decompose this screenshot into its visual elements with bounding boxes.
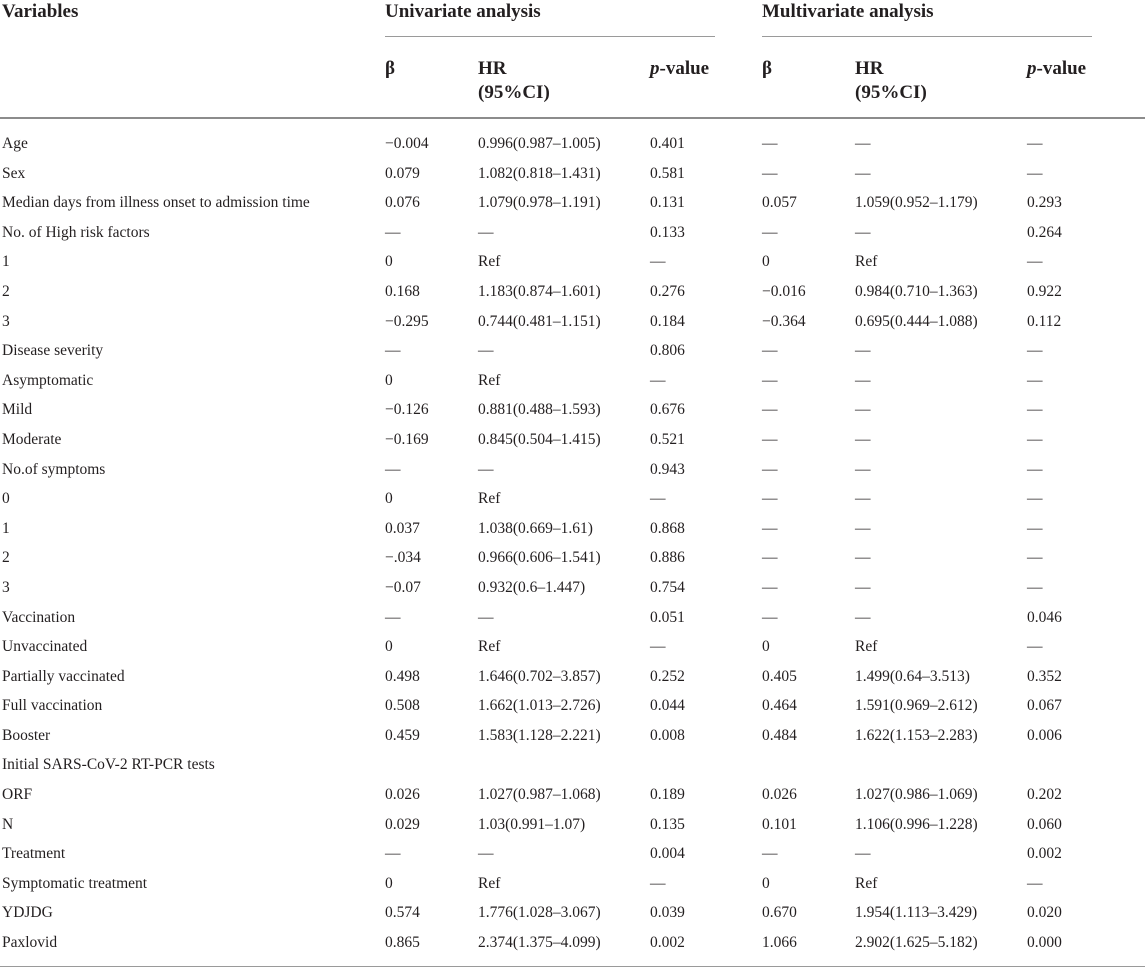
table-row (0, 457, 1145, 487)
table-cell: −0.004 (385, 135, 429, 152)
table-row (0, 516, 1145, 546)
table-cell: — (762, 578, 778, 596)
table-cell: — (385, 608, 401, 626)
table-cell: — (762, 401, 778, 419)
table-cell: — (385, 342, 401, 360)
table-cell: Ref (855, 253, 878, 271)
table-cell: — (762, 519, 778, 537)
table-cell: — (762, 135, 778, 152)
table-cell: 0.002 (650, 934, 685, 952)
table-cell: Initial SARS-CoV-2 RT-PCR tests (2, 756, 215, 774)
header-variables: Variables (2, 1, 79, 22)
table-cell: 0.754 (650, 578, 685, 596)
table-cell: — (1027, 401, 1043, 419)
table-cell: 1.027(0.986–1.069) (855, 786, 978, 804)
table-cell: −0.295 (385, 312, 429, 330)
header-beta-univariate: β (385, 58, 396, 79)
table-cell: 0 (385, 874, 393, 892)
table-cell: 0.574 (385, 904, 420, 922)
table-cell: Asymptomatic (2, 371, 94, 389)
table-cell: −0.169 (385, 430, 429, 448)
table-cell: 0.932(0.6–1.447) (478, 578, 586, 596)
table-cell: Ref (478, 253, 501, 271)
table-row (0, 930, 1145, 960)
table-cell: 0.845(0.504–1.415) (478, 430, 601, 448)
table-row (0, 841, 1145, 871)
table-row (0, 723, 1145, 753)
table-cell: 0.044 (650, 697, 685, 715)
table-cell: 0.695(0.444–1.088) (855, 312, 978, 330)
table-cell: 0.189 (650, 786, 685, 804)
table-cell: — (1027, 638, 1043, 656)
table-cell: 1.583(1.128–2.221) (478, 726, 601, 744)
table-cell: — (855, 490, 871, 508)
table-row (0, 131, 1145, 161)
table-row (0, 368, 1145, 398)
table-cell: Unvaccinated (2, 638, 88, 656)
table-cell: 0.744(0.481–1.151) (478, 312, 601, 330)
table-cell: 0.881(0.488–1.593) (478, 401, 601, 419)
table-row (0, 161, 1145, 191)
table-cell: — (855, 371, 871, 389)
header-hr-multivariate: HR (95%CI) (855, 58, 927, 103)
table-cell: Partially vaccinated (2, 667, 125, 685)
table-cell: — (855, 223, 871, 241)
table-cell: 0.002 (1027, 845, 1062, 863)
table-cell: Paxlovid (2, 934, 58, 952)
table-cell: No.of symptoms (2, 460, 106, 478)
table-cell: — (1027, 874, 1043, 892)
table-cell: 0.079 (385, 164, 420, 182)
table-cell: 0.484 (762, 726, 797, 744)
table-cell: 0.131 (650, 194, 685, 212)
table-cell: 0.133 (650, 223, 685, 241)
table-row (0, 486, 1145, 516)
table-cell: — (855, 578, 871, 596)
table-cell: 0.996(0.987–1.005) (478, 135, 601, 152)
table-cell: 1.646(0.702–3.857) (478, 667, 601, 685)
table-cell: 1.954(1.113–3.429) (855, 904, 978, 922)
multivariate-rule (762, 36, 1092, 37)
table-cell: — (650, 253, 666, 271)
table-row (0, 782, 1145, 812)
table-cell: — (762, 371, 778, 389)
table-cell: Symptomatic treatment (2, 874, 148, 892)
table-cell: — (385, 460, 401, 478)
table-cell: 0.521 (650, 430, 685, 448)
table-cell: 0 (385, 638, 393, 656)
table-cell: 0.020 (1027, 904, 1062, 922)
table-cell: — (855, 342, 871, 360)
table-cell: 1.776(1.028–3.067) (478, 904, 601, 922)
table-cell: 0.276 (650, 282, 685, 300)
table-cell: 1.499(0.64–3.513) (855, 667, 970, 685)
table-row (0, 249, 1145, 279)
table-cell: 0.922 (1027, 282, 1062, 300)
table-cell: −.034 (385, 549, 421, 567)
table-row (0, 575, 1145, 605)
table-cell: — (1027, 460, 1043, 478)
table-cell: 0.966(0.606–1.541) (478, 549, 601, 567)
table-cell: 0 (385, 490, 393, 508)
table-cell: — (1027, 490, 1043, 508)
table-cell: Median days from illness onset to admission time (2, 194, 310, 212)
table-cell: — (855, 401, 871, 419)
table-cell: 0.067 (1027, 697, 1062, 715)
table-cell: 1.106(0.996–1.228) (855, 815, 978, 833)
table-cell: ORF (2, 786, 33, 804)
table-cell: −0.07 (385, 578, 421, 596)
table-cell: — (762, 845, 778, 863)
table-row (0, 900, 1145, 930)
table-cell: 0.101 (762, 815, 797, 833)
table-cell: 1.079(0.978–1.191) (478, 194, 601, 212)
table-cell: 3 (2, 578, 10, 596)
table-cell: — (855, 608, 871, 626)
table-cell: 0.508 (385, 697, 420, 715)
table-cell: — (855, 430, 871, 448)
table-cell: — (855, 519, 871, 537)
table-cell: 1.082(0.818–1.431) (478, 164, 601, 182)
table-cell: 0.943 (650, 460, 685, 478)
table-row (0, 279, 1145, 309)
table-cell: 0.184 (650, 312, 685, 330)
table-cell: — (650, 638, 666, 656)
table-cell: 0.168 (385, 282, 420, 300)
table-row (0, 812, 1145, 842)
table-cell: 1.066 (762, 934, 797, 952)
table-cell: 1.591(0.969–2.612) (855, 697, 978, 715)
table-cell: — (1027, 253, 1043, 271)
table-cell: Ref (478, 371, 501, 389)
table-row (0, 871, 1145, 901)
table-cell: 1.662(1.013–2.726) (478, 697, 601, 715)
table-cell: — (855, 845, 871, 863)
table-cell: 0.498 (385, 667, 420, 685)
table-cell: 0.046 (1027, 608, 1062, 626)
table-cell: 2 (2, 282, 10, 300)
table-cell: 0.135 (650, 815, 685, 833)
table-cell: 1.038(0.669–1.61) (478, 519, 593, 537)
table-cell: — (855, 135, 871, 152)
table-cell: Full vaccination (2, 697, 103, 715)
table-cell: 0.057 (762, 194, 797, 212)
header-hr-univariate: HR (95%CI) (478, 58, 550, 103)
table-cell: Mild (2, 401, 33, 419)
table-cell: 1.059(0.952–1.179) (855, 194, 978, 212)
table-row (0, 190, 1145, 220)
table-row (0, 309, 1145, 339)
header-bottom-rule (0, 117, 1145, 119)
table-cell: — (762, 490, 778, 508)
table-cell: — (1027, 371, 1043, 389)
table-cell: 0.252 (650, 667, 685, 685)
table-cell: 0.459 (385, 726, 420, 744)
table-cell: Ref (855, 638, 878, 656)
table-row (0, 693, 1145, 723)
table-cell: 0.401 (650, 135, 685, 152)
table-cell: 0.865 (385, 934, 420, 952)
table-cell: — (762, 549, 778, 567)
table-cell: Booster (2, 726, 51, 744)
header-pvalue-multivariate: p-value (1027, 58, 1087, 79)
table-cell: 0.293 (1027, 194, 1062, 212)
table-cell: — (1027, 135, 1043, 152)
table-cell: 0.060 (1027, 815, 1062, 833)
table-cell: 0.405 (762, 667, 797, 685)
table-cell: 1 (2, 253, 10, 271)
table-cell: Ref (478, 874, 501, 892)
table-cell: 0 (385, 371, 393, 389)
table-cell: — (478, 342, 494, 360)
header-beta-multivariate: β (762, 58, 773, 79)
table-cell: 0.026 (762, 786, 797, 804)
table-body (0, 131, 1145, 960)
table-cell: — (855, 549, 871, 567)
table-cell: Ref (478, 638, 501, 656)
table-cell: YDJDG (2, 904, 53, 922)
table-cell: Sex (2, 164, 26, 182)
table-cell: — (1027, 519, 1043, 537)
table-cell: 0.008 (650, 726, 685, 744)
table-cell: 0 (385, 253, 393, 271)
univariate-rule (385, 36, 715, 37)
table-cell: 0.984(0.710–1.363) (855, 282, 978, 300)
table-cell: 1.027(0.987–1.068) (478, 786, 601, 804)
table-cell: Treatment (2, 845, 66, 863)
table-row (0, 752, 1145, 782)
table-row (0, 634, 1145, 664)
table-row (0, 605, 1145, 635)
table-cell: — (478, 608, 494, 626)
table-row (0, 545, 1145, 575)
table-row (0, 664, 1145, 694)
table-cell: — (1027, 549, 1043, 567)
table-cell: — (762, 460, 778, 478)
table-cell: — (855, 164, 871, 182)
table-cell: 2.902(1.625–5.182) (855, 934, 978, 952)
table-cell: 1.03(0.991–1.07) (478, 815, 586, 833)
table-cell: 0 (762, 638, 770, 656)
table-cell: 0.029 (385, 815, 420, 833)
table-cell: 0.806 (650, 342, 685, 360)
table-cell: — (1027, 430, 1043, 448)
table-cell: −0.364 (762, 312, 806, 330)
table-cell: — (650, 490, 666, 508)
table-cell: 0.868 (650, 519, 685, 537)
table-bottom-rule (0, 966, 1145, 967)
table-cell: 0.464 (762, 697, 797, 715)
table-cell: — (385, 223, 401, 241)
table-cell: −0.126 (385, 401, 429, 419)
table-cell: 0.039 (650, 904, 685, 922)
header-univariate: Univariate analysis (385, 1, 541, 22)
table-cell: No. of High risk factors (2, 223, 150, 241)
table-cell: 0.000 (1027, 934, 1062, 952)
header-multivariate: Multivariate analysis (762, 1, 934, 22)
table-cell: — (855, 460, 871, 478)
table-cell: — (385, 845, 401, 863)
table-cell: 0.076 (385, 194, 420, 212)
table-cell: 3 (2, 312, 10, 330)
table-cell: 1.183(0.874–1.601) (478, 282, 601, 300)
table-cell: 0.676 (650, 401, 685, 419)
table-cell: — (762, 430, 778, 448)
table-cell: — (1027, 342, 1043, 360)
table-cell: — (478, 845, 494, 863)
table-cell: −0.016 (762, 282, 806, 300)
table-cell: Vaccination (2, 608, 76, 626)
table-cell: — (762, 608, 778, 626)
table-row (0, 397, 1145, 427)
table-cell: 0.886 (650, 549, 685, 567)
header-pvalue-univariate: p-value (650, 58, 710, 79)
table-cell: — (762, 164, 778, 182)
table-cell: 2 (2, 549, 10, 567)
table-cell: — (478, 460, 494, 478)
table-cell: N (2, 815, 14, 833)
table-cell: — (762, 223, 778, 241)
table-cell: 0.004 (650, 845, 685, 863)
table-cell: 0 (762, 253, 770, 271)
table-cell: Age (2, 135, 28, 152)
table-cell: Ref (855, 874, 878, 892)
table-cell: 0 (762, 874, 770, 892)
table-cell: 1 (2, 519, 10, 537)
table-cell: — (762, 342, 778, 360)
table-cell: 0.037 (385, 519, 420, 537)
table-cell: 0.051 (650, 608, 685, 626)
table-cell: Ref (478, 490, 501, 508)
table-cell: — (650, 371, 666, 389)
table-row (0, 338, 1145, 368)
table-cell: — (1027, 578, 1043, 596)
table-cell: 2.374(1.375–4.099) (478, 934, 601, 952)
table-cell: 0.202 (1027, 786, 1062, 804)
table-cell: 1.622(1.153–2.283) (855, 726, 978, 744)
table-cell: 0.112 (1027, 312, 1062, 330)
table-cell: 0.670 (762, 904, 797, 922)
table-row (0, 220, 1145, 250)
table-cell: — (1027, 164, 1043, 182)
table-cell: 0.026 (385, 786, 420, 804)
table-cell: Disease severity (2, 342, 104, 360)
table-cell: Moderate (2, 430, 62, 448)
table-cell: 0.006 (1027, 726, 1062, 744)
table-cell: 0.352 (1027, 667, 1062, 685)
table-cell: 0.264 (1027, 223, 1062, 241)
table-cell: 0 (2, 490, 10, 508)
table-cell: — (650, 874, 666, 892)
table-cell: 0.581 (650, 164, 685, 182)
table-cell: — (478, 223, 494, 241)
table-row (0, 427, 1145, 457)
